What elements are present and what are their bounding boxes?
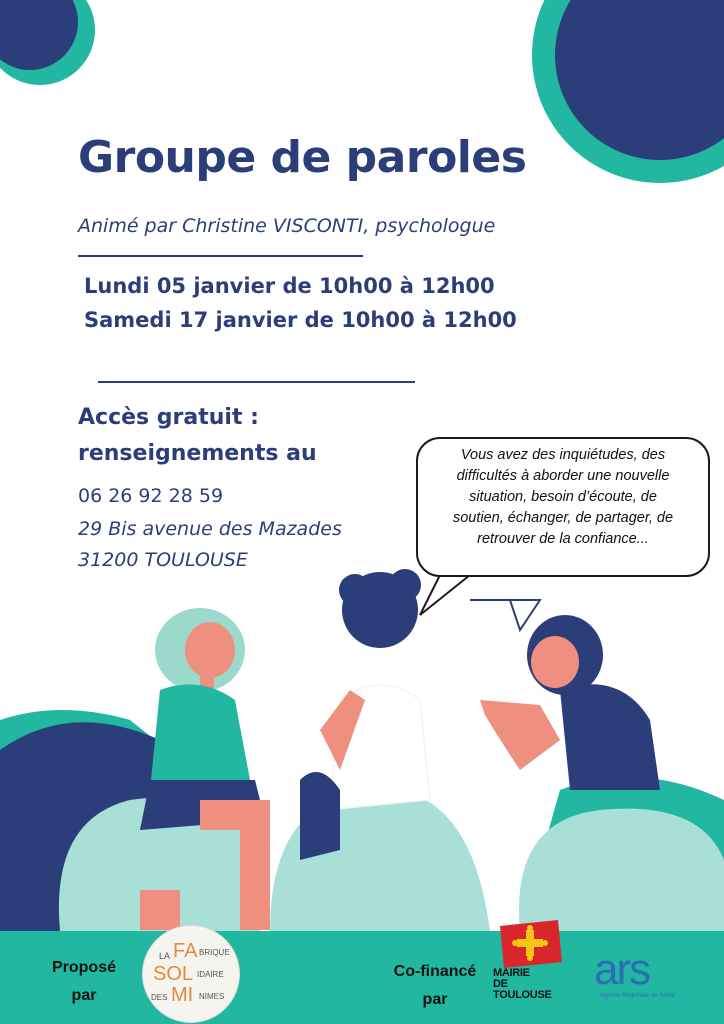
divider-top xyxy=(78,255,363,257)
bubble-tail xyxy=(420,575,470,615)
access-line-2: renseignements au xyxy=(78,441,317,466)
address-line-1: 29 Bis avenue des Mazades xyxy=(78,518,342,540)
mairie-line-1: MAIRIE xyxy=(493,967,530,979)
address-line-2: 31200 TOULOUSE xyxy=(78,549,248,571)
logo-la: LA xyxy=(159,951,171,961)
divider-middle xyxy=(98,381,415,383)
mairie-line-3: TOULOUSE xyxy=(493,989,552,1001)
ars-tagline: Agence Régionale de Santé xyxy=(600,993,675,999)
cofinanced-line-2: par xyxy=(422,991,448,1008)
mairie-de-toulouse-logo xyxy=(493,968,573,1001)
logo-des: DES xyxy=(151,993,168,1002)
ars-logo: ars xyxy=(594,945,650,994)
mairie-line-2: DE xyxy=(493,978,508,990)
cofinanced-line-1: Co-financé xyxy=(393,963,477,980)
fabrique-solidaire-logo xyxy=(142,925,240,1023)
logo-sol: SOL xyxy=(153,963,194,985)
logo-nimes: NIMES xyxy=(199,992,225,1001)
toulouse-cross-icon xyxy=(496,918,566,970)
proposed-by-label xyxy=(38,954,130,1010)
logo-brique: BRIQUE xyxy=(199,948,230,957)
bubble-tail-second xyxy=(470,600,540,630)
speech-bubble: Vous avez des inquiétudes, des difficultés à aborder une nouvelle situation, besoin d’écoute, de soutien, échanger, de partager, de retrouver de la confiance... xyxy=(416,437,710,577)
access-line-1: Accès gratuit : xyxy=(78,405,259,430)
logo-idaire: IDAIRE xyxy=(197,970,224,979)
woman-right-illustration xyxy=(480,615,660,790)
page-title: Groupe de paroles xyxy=(78,132,527,183)
date-line-2: Samedi 17 janvier de 10h00 à 12h00 xyxy=(84,308,517,332)
proposed-line-2: par xyxy=(71,987,97,1004)
logo-mi: MI xyxy=(171,984,194,1006)
logo-fa: FA xyxy=(173,940,198,962)
subtitle: Animé par Christine VISCONTI, psychologue xyxy=(78,215,496,237)
access-heading xyxy=(78,400,317,472)
date-line-1: Lundi 05 janvier de 10h00 à 12h00 xyxy=(84,274,495,298)
phone-number: 06 26 92 28 59 xyxy=(78,485,224,507)
cofinanced-by-label xyxy=(380,958,490,1014)
proposed-line-1: Proposé xyxy=(51,959,116,976)
